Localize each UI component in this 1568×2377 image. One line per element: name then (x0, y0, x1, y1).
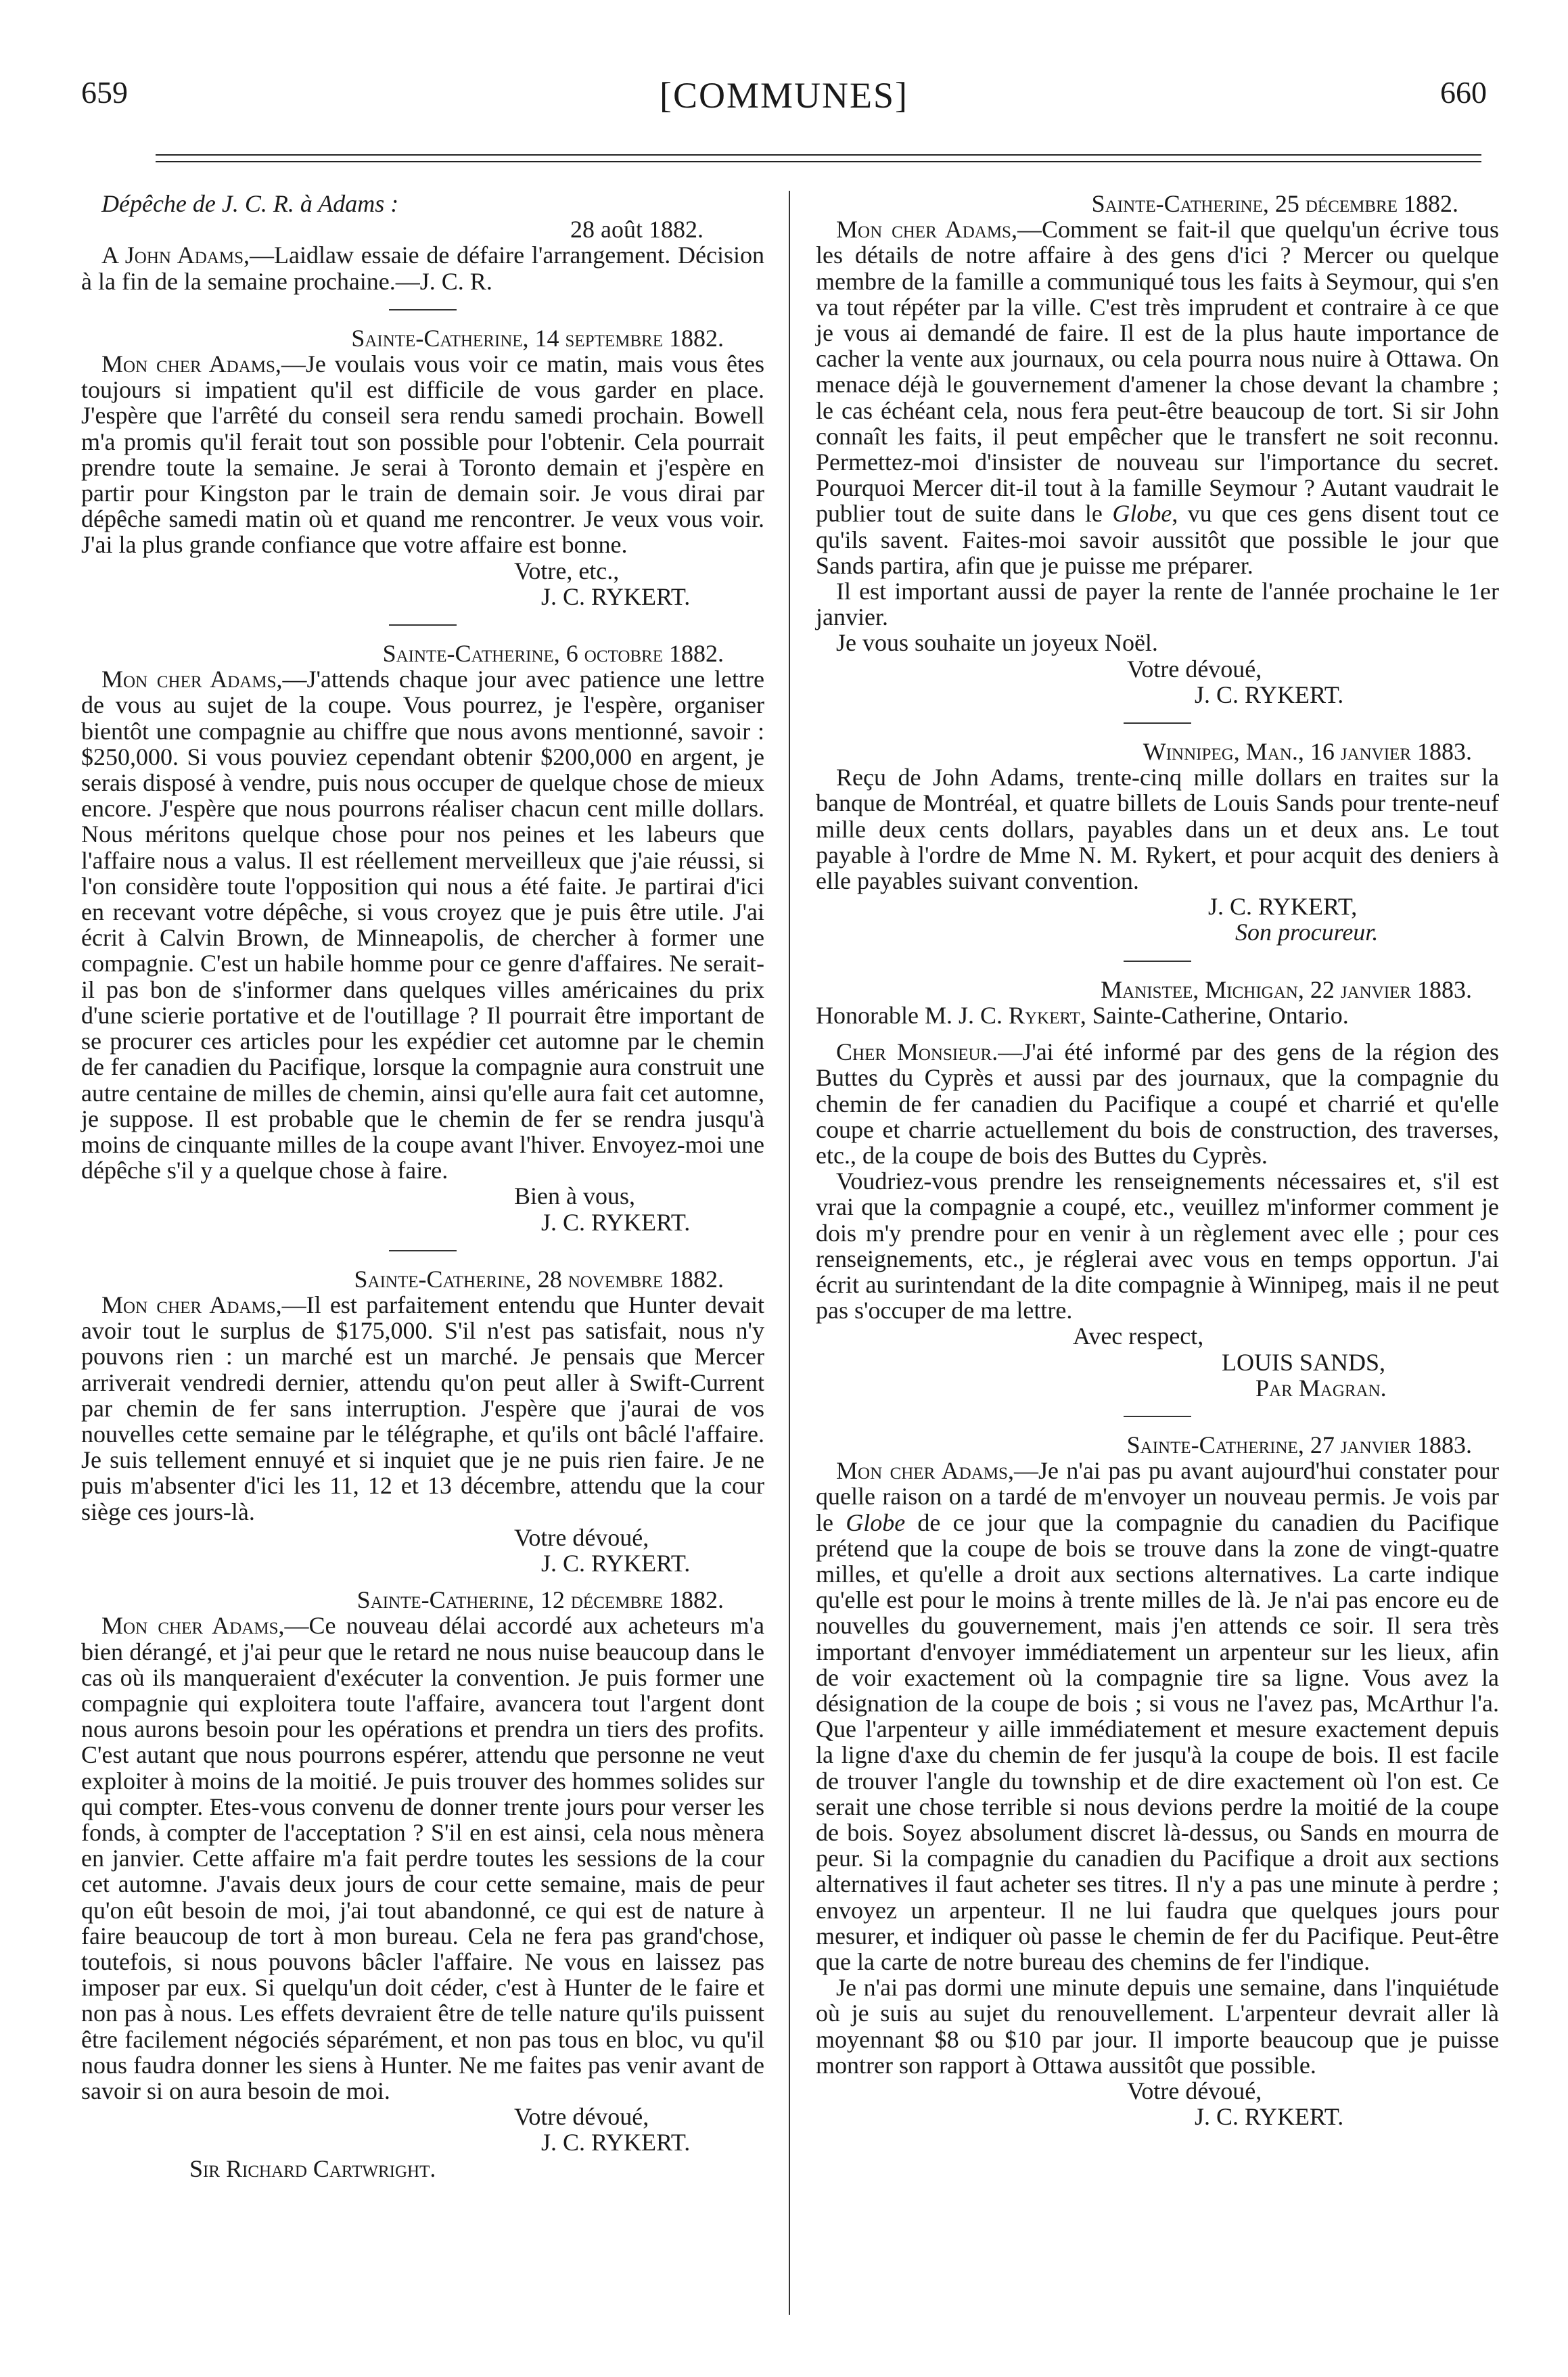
running-title: [COMMUNES] (659, 75, 909, 116)
letter-body (81, 242, 764, 294)
page-number-right: 660 (1440, 75, 1487, 110)
addressee-title: Honorable M. J. C. (816, 1001, 1002, 1029)
body-text: —Comment se fait-il que quelqu'un écrive tous les détails de notre affaire à des gens d'ici ? Mercer ou quelque membre de la famille a communiqué tous les faits à Seymour, qui s'en va tout répéter par la ville. C'est très imprudent et contraire à ce que je vous ai demandé de faire. Il est de la plus haute importance de cacher la vente aux journaux, ou cela pourra nous nuire à Ottawa. On menace déjà le gouvernement d'amener la chose devant la chambre ; le cas échéant cela, nous fera peut-être beaucoup de tort. Si sir John connaît les faits, il peut empêcher que le transfert ne soit reconnu. Permettez-moi d'insister de nouveau sur l'importance du secret. Pourquoi Mercer dit-il tout à la famille Seymour ? Autant vaudrait le publier tout de suite dans le (816, 216, 1499, 528)
letter-closing: Votre dévoué, (514, 1523, 649, 1551)
salutation: Mon cher Adams, (101, 1291, 282, 1318)
body-text: —Je voulais vous voir ce matin, mais vous êtes toujours si impatient qu'il est difficile de vous garder en place. J'espère que l'arrêté du conseil sera rendu samedi prochain. Bowell m'a promis qu'il ferait tout son possible pour l'obtenir. Cela pourrait prendre toute la semaine. Je serai à Toronto demain et j'espère en partir pour Kingston par le train de demain soir. Je vous dirai par dépêche samedi matin où et quand me rencontrer. Je veux vous voir. J'ai la plus grande confiance que votre affaire est bonne. (81, 350, 764, 559)
header-rule (156, 154, 1481, 162)
letter-closing: Votre dévoué, (1127, 2077, 1262, 2105)
letter-body: Voudriez-vous prendre les renseignements nécessaires et, s'il est vrai que la compagnie a coupé, etc., veuillez m'informer comment je dois m'y prendre pour en venir à un règlement avec elle ; pour ces renseignements, etc., je réglerai avec vous en temps opportun. J'ai écrit au surintendant de la dite compagnie à Winnipeg, mais il ne peut pas s'occuper de ma lettre. (816, 1168, 1499, 1324)
signature-role: Son procureur. (1235, 919, 1379, 946)
column-divider (789, 191, 790, 2315)
salutation: Mon cher Adams, (836, 1457, 1014, 1485)
letter-body (81, 1292, 764, 1525)
letter-date: Sainte-Catherine, 27 janvier 1883. (1126, 1431, 1472, 1458)
newspaper-title: Globe (1112, 500, 1172, 528)
page-number-left: 659 (81, 75, 128, 110)
letter-body (816, 1039, 1499, 1168)
signature: J. C. RYKERT. (541, 1208, 691, 1236)
letter-date: Manistee, Michigan, 22 janvier 1883. (1101, 975, 1472, 1003)
letter-body: Il est important aussi de payer la rente de l'année prochaine le 1er janvier. (816, 578, 1499, 631)
page-header (81, 74, 1487, 142)
body-text: —Je n'ai pas pu avant aujourd'hui constater pour quelle raison on a tardé de m'envoyer un nouveau permis. Je vois par le (816, 1457, 1500, 1536)
letter-body: Je n'ai pas dormi une minute depuis une semaine, dans l'inquiétude où je suis au sujet du renouvellement. L'arpenteur devrait aller là moyennant $8 ou $10 par jour. Il importe beaucoup que je puisse montrer son rapport à Ottawa aussitôt que possible. (816, 1974, 1499, 2079)
salutation: Mon cher Adams, (836, 216, 1017, 244)
body-text: —Ce nouveau délai accordé aux acheteurs m'a bien dérangé, et j'ai peur que le retard ne nous nuise beaucoup dans le cas où ils manqueraient d'exécuter la convention. Je puis former une compagnie qui exploitera toute l'affaire, avancera tout l'argent dont nous aurons besoin pour les opérations et prendra un tiers des profits. C'est autant que nous pourrons espérer, attendu que personne ne veut exploiter à moins de la moitié. Je puis trouver des hommes solides sur qui compter. Etes-vous convenu de donner trente jours pour verser les fonds, à compter de l'acceptation ? S'il en est ainsi, cela nous mènera en janvier. Cette affaire m'a fait perdre toutes les sessions de la cour cet automne. J'avais deux jours de cour cette semaine, mais de peur qu'on eût besoin de moi, j'ai tout abandonné, ce qui est de nature à faire beaucoup de tort à mon bureau. Cela ne fera pas grand'chose, toutefois, si nous pouvons bâcler l'affaire. Ne vous en laissez pas imposer par eux. Si quelqu'un doit céder, c'est à Hunter de le faire et non pas à nous. Les effets devraient être de telle nature qu'ils puissent être facilement négociés séparément, et non pas tous en bloc, vu qu'il nous faudra donner les siens à Hunter. Ne me faites pas venir avant de savoir si on aura besoin de moi. (81, 1612, 765, 2105)
body-text: —Il est parfaitement entendu que Hunter devait avoir tout le surplus de $175,000. S'il n'est pas satisfait, nous n'y pouvons rien : un marché est un marché. Je pensais que Mercer arriverait vendredi dernier, attendu qu'on peut aller à Swift-Current par chemin de fer sans interruption. J'espère que j'aurai de vos nouvelles cette semaine par le télégraphe, et qu'ils ont bâclé l'affaire. Je suis tellement ennuyé et si inquiet que je ne puis rien faire. Je ne puis m'absenter d'ici les 11, 12 et 13 décembre, attendu que la cour siège ces jours-là. (81, 1291, 765, 1525)
body-text: de ce jour que la compagnie du canadien du Pacifique prétend que la coupe de bois se trouve dans la zone de vingt-quatre milles, et qu'elle a droit aux sections alternatives. La carte indique qu'elle est pour le moins à trente milles de là. Je n'ai pas encore eu de nouvelles du gouvernement, mais j'en attends ce soir. Il sera très important d'envoyer immédiatement un arpenteur sur les lieux, afin de voir exactement où la compagnie tire sa ligne. Vous avez la désignation de la coupe de bois ; si vous ne l'avez pas, McArthur l'a. Que l'arpenteur y aille immédiatement et mesure exactement depuis la ligne d'axe du chemin de fer jusqu'à la coupe de bois. Il est facile de trouver l'angle du township et de dire exactement où l'on est. Ce serait une chose terrible si nous devions perdre la moitié de la coupe de bois. Soyez absolument discret là-dessus, ou Sands en mourra de peur. Si la compagnie du canadien du Pacifique a droit aux sections alternatives il faut acheter ses titres. Il n'y a pas une minute à perdre ; envoyez un arpenteur. Il ne lui faudra que quelques jours pour mesurer, et indiquer où passe le chemin de fer du Pacifique. Peut-être que la carte de notre bureau des chemins de fer l'indique. (816, 1508, 1500, 1975)
letter-date: Sainte-Catherine, 6 octobre 1882. (382, 640, 724, 668)
salutation: Mon cher Adams, (101, 350, 281, 378)
separator (389, 624, 457, 626)
signature: J. C. RYKERT. (541, 582, 691, 610)
body-text: —J'attends chaque jour avec patience une lettre de vous au sujet de la coupe. Vous pourrez, je l'espère, organiser bientôt une compagnie au chiffre que nous avons mentionné, savoir : $250,000. Si vous pouviez cependant obtenir $200,000 en argent, je serais disposé à vendre, puis nous occuper de quelque chose de mieux encore. J'espère que nous pourrons réaliser chacun cent mille dollars. Nous méritons quelque chose pour nos peines et les labeurs que l'affaire nous a valus. Il est réellement merveilleux que j'aie réussi, si l'on considère toute l'opposition qui nous a été faite. Je partirai d'ici en recevant votre dépêche, si vous croyez que je puis être utile. J'ai écrit à Calvin Brown, de Minneapolis, de chercher à former une compagnie. C'est un habile homme pour ce genre d'affaires. Ne serait-il pas bon de s'informer dans quelques villes américaines du prix d'une scierie portative et de l'outillage ? Il pourrait être important de se procurer ces articles pour les expédier cet automne par le chemin de fer canadien du Pacifique, lorsque la compagnie aura construit une autre centaine de milles de chemin, ainsi qu'elle aura fait cet automne, je suppose. Il est probable que le chemin de fer se rendra jusqu'à moins de cinquante milles de la coupe avant l'hiver. Envoyez-moi une dépêche s'il y a quelque chose à faire. (81, 666, 764, 1184)
salutation: Cher Monsieur. (836, 1038, 998, 1066)
letter-date: Sainte-Catherine, 14 septembre 1882. (351, 324, 724, 352)
separator (1124, 722, 1191, 724)
separator (389, 309, 457, 310)
salutation: Mon cher Adams, (101, 1612, 285, 1640)
signature: LOUIS SANDS, (1222, 1348, 1386, 1376)
newspaper-title: Globe (846, 1508, 906, 1536)
salutation: Mon cher Adams, (101, 666, 283, 693)
separator (1124, 961, 1191, 962)
letter-body (81, 351, 764, 558)
letter-body (816, 1458, 1499, 1975)
letter-date: Sainte-Catherine, 28 novembre 1882. (354, 1265, 724, 1293)
letter-closing: Votre dévoué, (514, 2103, 649, 2131)
receipt-body: Reçu de John Adams, trente-cinq mille dollars en traites sur la banque de Montréal, et quatre billets de Louis Sands pour trente-neuf mille deux cents dollars, payables dans un et deux ans. Le tout payable à l'ordre de Mme N. M. Rykert, et pour acquit des deniers à elle payables suivant convention. (816, 764, 1499, 895)
signature: J. C. RYKERT. (541, 2129, 691, 2156)
body-text: —Laidlaw essaie de défaire l'arrangement. Décision à la fin de la semaine prochaine.—J. C. R. (81, 241, 764, 295)
letter-body: Je vous souhaite un joyeux Noël. (836, 629, 1158, 657)
letter-date: Sainte-Catherine, 25 décembre 1882. (1091, 190, 1458, 217)
letter-closing: Bien à vous, (514, 1182, 635, 1210)
addressee: Sir Richard Cartwright. (189, 2154, 436, 2182)
letter-date: Winnipeg, Man., 16 janvier 1883. (1143, 738, 1472, 766)
letter-body (816, 216, 1499, 578)
signature: J. C. RYKERT. (541, 1549, 691, 1577)
left-column (81, 191, 764, 2182)
right-column (816, 191, 1499, 2129)
separator (389, 1250, 457, 1251)
letter-date: Sainte-Catherine, 12 décembre 1882. (356, 1586, 724, 1614)
dispatch-heading: Dépêche de J. C. R. à Adams : (101, 190, 399, 217)
signature: J. C. RYKERT. (1195, 2103, 1344, 2131)
separator (1124, 1416, 1191, 1417)
letter-addressee (816, 1002, 1499, 1028)
letter-date: 28 août 1882. (570, 216, 704, 244)
letter-body (81, 1613, 764, 2104)
letter-body (81, 666, 764, 1183)
letter-closing: Votre, etc., (514, 557, 620, 584)
signature: J. C. RYKERT. (1195, 680, 1344, 708)
body-text: , vu que ces gens disent tout ce qu'ils savent. Faites-moi savoir aussitôt que possible le jour que Sands partira, afin que je puisse me préparer. (816, 500, 1500, 579)
signature-by: Par Magran. (1255, 1374, 1387, 1402)
signature: J. C. RYKERT, (1208, 893, 1358, 921)
addressee-place: , Sainte-Catherine, Ontario. (1080, 1001, 1349, 1029)
salutation: A John Adams, (101, 241, 250, 269)
letter-closing: Avec respect, (1073, 1322, 1204, 1350)
addressee-name: Rykert (1008, 1001, 1080, 1029)
body-text: —J'ai été informé par des gens de la région des Buttes du Cyprès et aussi par des journaux, que la compagnie du chemin de fer canadien du Pacifique a coupé et charrié et qu'elle coupe et charrie actuellement du bois de construction, des traverses, etc., de la coupe de bois des Buttes du Cyprès. (816, 1038, 1499, 1169)
letter-closing: Votre dévoué, (1127, 655, 1262, 683)
